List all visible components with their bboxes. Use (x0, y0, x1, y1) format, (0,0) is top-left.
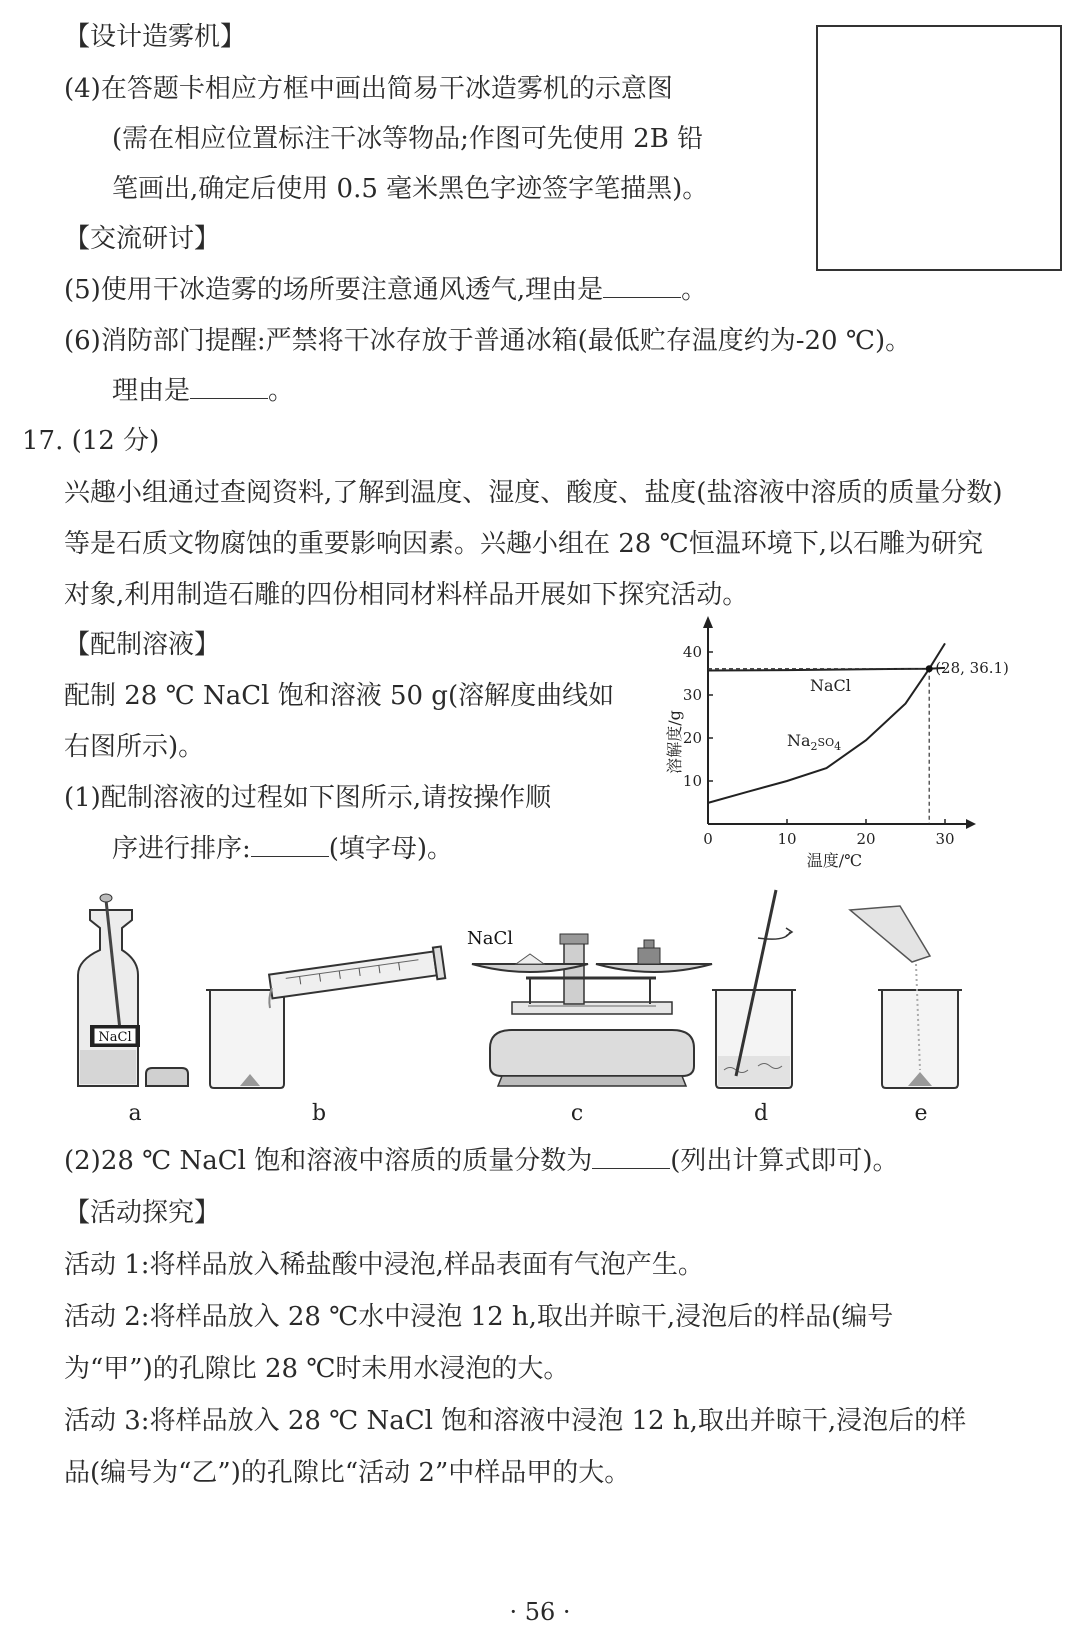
x-tick-label: 10 (777, 830, 797, 848)
question-4-line-3: 笔画出,确定后使用 0.5 毫米黑色字迹签字笔描黑)。 (112, 174, 709, 204)
question-2-text: (2)28 ℃ NaCl 饱和溶液中溶质的质量分数为 (64, 1146, 593, 1176)
section-heading-design: 【设计造雾机】 (64, 22, 247, 52)
x-axis-label: 温度/℃ (806, 851, 863, 870)
x-tick-label: 30 (935, 830, 955, 848)
question-1-line-2 (112, 832, 453, 866)
question-17-intro-3: 对象,利用制造石雕的四份相同材料样品开展如下探究活动。 (64, 580, 749, 610)
activity-2-line-1: 活动 2:将样品放入 28 ℃水中浸泡 12 h,取出并晾干,浸泡后的样品(编号 (64, 1302, 894, 1332)
question-4-line-1: (4)在答题卡相应方框中画出简易干冰造雾机的示意图 (64, 74, 673, 104)
section-heading-activity: 【活动探究】 (64, 1198, 221, 1228)
intersection-point (926, 665, 933, 672)
prepare-line-2: 右图所示)。 (64, 732, 205, 762)
series-line-na2so4 (708, 643, 945, 803)
question-1-end: (填字母)。 (328, 834, 454, 864)
x-tick-label: 0 (703, 830, 713, 848)
bottle-label: NaCl (98, 1030, 132, 1045)
y-axis-arrow (703, 616, 713, 628)
question-17-intro-2: 等是石质文物腐蚀的重要影响因素。兴趣小组在 28 ℃恒温环境下,以石雕为研究 (64, 529, 983, 559)
x-axis-arrow (966, 819, 976, 829)
question-5 (64, 273, 707, 307)
question-17-header: 17. (12 分) (22, 426, 160, 456)
y-axis-label: 溶解度/g (665, 710, 684, 774)
label-b: b (311, 1101, 327, 1126)
question-5-text: (5)使用干冰造雾的场所要注意通风透气,理由是 (64, 275, 604, 305)
y-tick-label: 40 (682, 643, 702, 661)
question-1-line-1: (1)配制溶液的过程如下图所示,请按操作顺 (64, 783, 552, 813)
activity-1: 活动 1:将样品放入稀盐酸中浸泡,样品表面有气泡产生。 (64, 1250, 704, 1280)
beaker-d-icon (712, 890, 796, 1088)
answer-blank-q5[interactable] (603, 275, 681, 298)
beaker-e-icon (850, 906, 962, 1088)
label-c: c (570, 1101, 584, 1126)
label-e: e (914, 1101, 928, 1126)
question-2 (64, 1144, 899, 1178)
activity-2-line-2: 为“甲”)的孔隙比 28 ℃时未用水浸泡的大。 (64, 1354, 570, 1384)
reagent-bottle-icon (78, 894, 188, 1086)
drawing-answer-box[interactable] (816, 25, 1062, 271)
y-tick-label: 20 (682, 729, 702, 747)
answer-blank-q1[interactable] (251, 834, 329, 857)
section-heading-prepare: 【配制溶液】 (64, 630, 221, 660)
activity-3-line-1: 活动 3:将样品放入 28 ℃ NaCl 饱和溶液中浸泡 12 h,取出并晾干,浸泡后的样 (64, 1406, 967, 1436)
x-tick-label: 20 (856, 830, 876, 848)
apparatus-figure (60, 880, 1020, 1130)
y-tick-label: 10 (682, 772, 702, 790)
answer-blank-q6[interactable] (190, 376, 268, 399)
balance-label: NaCl (466, 928, 514, 949)
page-number: · 56 · (509, 1598, 571, 1626)
question-6-line-2 (112, 374, 294, 408)
series-label-nacl: NaCl (810, 675, 851, 695)
question-5-end: 。 (681, 275, 708, 305)
section-heading-discuss: 【交流研讨】 (64, 224, 221, 254)
solubility-chart (650, 612, 1070, 880)
y-tick-label: 30 (682, 686, 702, 704)
question-4-line-2: (需在相应位置标注干冰等物品;作图可先使用 2B 铅 (112, 124, 704, 154)
question-17-intro-1: 兴趣小组通过查阅资料,了解到温度、湿度、酸度、盐度(盐溶液中溶质的质量分数) (64, 478, 1003, 508)
beaker-b-icon (206, 946, 445, 1088)
question-1-text: 序进行排序: (112, 834, 251, 864)
question-2-end: (列出计算式即可)。 (670, 1146, 899, 1176)
question-6-text: 理由是 (112, 376, 191, 406)
intersection-label: (28, 36.1) (935, 658, 1009, 677)
series-label-na2so4: $Na_2^{SO}_4$ (787, 731, 842, 753)
label-d: d (753, 1101, 769, 1126)
label-a: a (128, 1101, 142, 1126)
prepare-line-1: 配制 28 ℃ NaCl 饱和溶液 50 g(溶解度曲线如 (64, 681, 615, 711)
question-6-end: 。 (268, 376, 295, 406)
activity-3-line-2: 品(编号为“乙”)的孔隙比“活动 2”中样品甲的大。 (64, 1458, 631, 1488)
balance-icon (472, 934, 712, 1086)
answer-blank-q2[interactable] (592, 1146, 670, 1169)
question-6-line-1: (6)消防部门提醒:严禁将干冰存放于普通冰箱(最低贮存温度约为-20 ℃)。 (64, 326, 912, 356)
